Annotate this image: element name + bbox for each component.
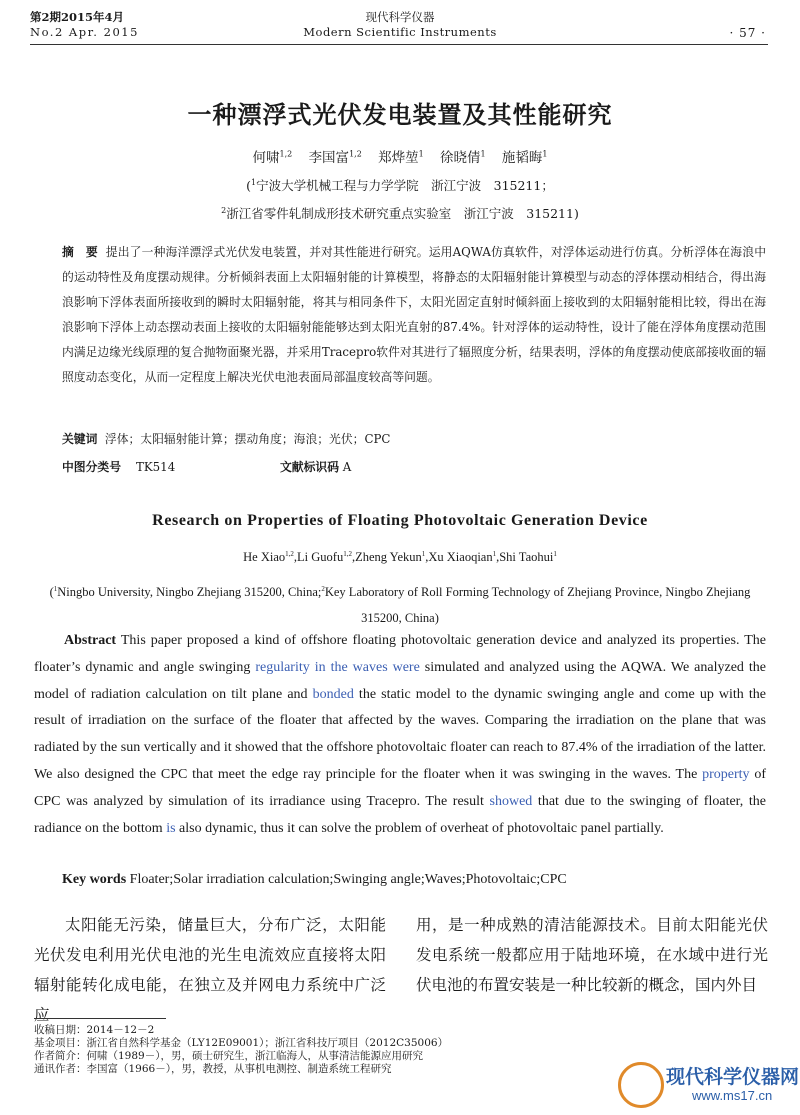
watermark-logo-icon (618, 1062, 664, 1108)
highlight-span: property (702, 766, 750, 782)
footnote-corresponding: 通讯作者：李国富（1966－），男，教授，从事机电测控、制造系统工程研究 (34, 1063, 392, 1075)
paper-title-en: Research on Properties of Floating Photovoltaic Generation Device (152, 512, 648, 529)
author-en: Xu Xiaoqian$^1$, (428, 550, 500, 565)
watermark-name: 现代科学仪器网 (666, 1067, 800, 1088)
author-cn: 徐晓倩$^1$ (439, 149, 486, 166)
footnote-rule (34, 1018, 166, 1019)
footnote-received: 收稿日期：2014－12－2 (34, 1024, 155, 1036)
abstract-cn-text: 提出了一种海洋漂浮式光伏发电装置，并对其性能进行研究。运用AQWA仿真软件，对浮体运动进行仿真。分析浮体在海浪中的运动特性及角度摆动规律。分析倾斜表面上太阳辐射能的计算模型，将静态的太阳辐射能计算模型与动态的浮体摆动相结合，得出海浪影响下浮体表面所接收到的瞬时太阳辐射能，将其与相同条件下，太阳光固定直射时倾斜面上接收到的太阳辐射能相比较，得出在海浪影响下浮体上动态摆动表面上接收的太阳辐射能能够达到太阳光直射的87.4%。针对浮体的运动特性，设计了能在浮体角度摆动范围内满足边缘光线原理的复合抛物面聚光器，并采用Tracepro软件对其进行了辐照度分析，结果表明，浮体的角度摆动使底部接收面的辐照度动态变化，从而一定程度上解决光伏电池表面局部温度较高等问题。 (62, 245, 766, 384)
authors-cn (0, 146, 800, 166)
body-column-right: 用，是一种成熟的清洁能源技术。目前太阳能光伏发电系统一般都应用于陆地环境，在水域中进行光伏电池的布置安装是一种比较新的概念，国内外目 (416, 916, 768, 994)
footnote-funding: 基金项目：浙江省自然科学基金（LY12E09001）；浙江省科技厅项目（2012C35006） (34, 1037, 449, 1049)
abstract-cn-label: 摘 要 (62, 245, 98, 259)
affiliation-cn-2: $^2$浙江省零件轧制成形技术研究重点实验室 浙江宁波 315211) (221, 205, 579, 221)
authors-en (0, 550, 800, 565)
highlight-span: bonded (312, 686, 354, 702)
journal-en: Modern Scientific Instruments (303, 25, 497, 39)
document-code: 文献标识码 A (280, 460, 352, 474)
watermark-url: www.ms17.cn (692, 1088, 773, 1103)
running-header-center (250, 10, 550, 40)
author-cn: 何啸$^{1,2}$ (252, 149, 293, 166)
author-en: Li Guofu$^{1,2}$, (297, 550, 356, 565)
abstract-cn (62, 240, 766, 390)
author-cn: 施韬晦$^1$ (501, 149, 548, 166)
running-header-left (30, 10, 139, 40)
body-column-left: 太阳能无污染，储量巨大，分布广泛，太阳能光伏发电利用光伏电池的光生电流效应直接将太阳辐射能转化成电能，在独立及并网电力系统中广泛应 (34, 916, 386, 1024)
header-rule (30, 44, 768, 45)
author-en: Shi Taohui$^1$ (499, 550, 557, 565)
paper-title-cn: 一种漂浮式光伏发电装置及其性能研究 (187, 100, 613, 129)
page-number: · 57 · (729, 26, 766, 40)
keywords-cn: 关键词 浮体；太阳辐射能计算；摆动角度；海浪；光伏；CPC (62, 432, 391, 446)
abstract-en: Abstract This paper proposed a kind of offshore floating photovoltaic generation device and analyzed its properties. The floater’s dynamic and angle swinging regularity in the waves were simulated and analyzed using the AQWA. We analyzed the model of radiation calculation on tilt plane and bonded the static model to the dynamic swinging angle and come up with the result of irradiation on the surface of the floater that affected by the waves. Comparing the irradiation on the plane that was radiated by the sun vertically and it showed that the offshore photovoltaic floater can reach to 87.4% of the irradiation of the latter. We also designed the CPC that meet the edge ray principle for the floater when it was swinging in the waves. The property of CPC was analyzed by simulation of its irradiance using Tracepro. The result showed that due to the swinging of floater, the radiance on the bottom is also dynamic, thus it can solve the problem of overheat of photovoltaic panel partially. (34, 633, 766, 836)
highlight-span: regularity in the waves were (255, 659, 420, 675)
classification-cn: 中图分类号 TK514 (62, 460, 176, 474)
keywords-en: Key words Floater;Solar irradiation calculation;Swinging angle;Waves;Photovoltaic;CPC (62, 872, 567, 887)
author-cn: 郑烨堃$^1$ (378, 149, 424, 166)
footnote-author: 作者简介：何啸（1989－），男，硕士研究生，浙江临海人，从事清洁能源应用研究 (34, 1050, 423, 1062)
author-cn: 李国富$^{1,2}$ (308, 149, 362, 166)
author-en: Zheng Yekun$^1$, (355, 550, 429, 565)
abstract-en-label: Abstract (64, 633, 117, 648)
highlight-span: showed (489, 793, 533, 809)
issue-en: No.2 Apr. 2015 (30, 25, 139, 39)
issue-cn: 第2期2015年4月 (30, 10, 125, 24)
author-en: He Xiao$^{1,2}$, (243, 550, 298, 565)
highlight-span: is (166, 820, 176, 836)
affiliation-cn-1: ($^1$宁波大学机械工程与力学学院 浙江宁波 315211； (246, 177, 554, 193)
journal-cn: 现代科学仪器 (365, 10, 435, 24)
affiliations-en: ($^1$Ningbo University, Ningbo Zhejiang 315200, China;$^2$Key Laboratory of Roll Forming Technology of Zhejiang Province, Ningbo Zhejiang 315200, China) (49, 585, 751, 626)
